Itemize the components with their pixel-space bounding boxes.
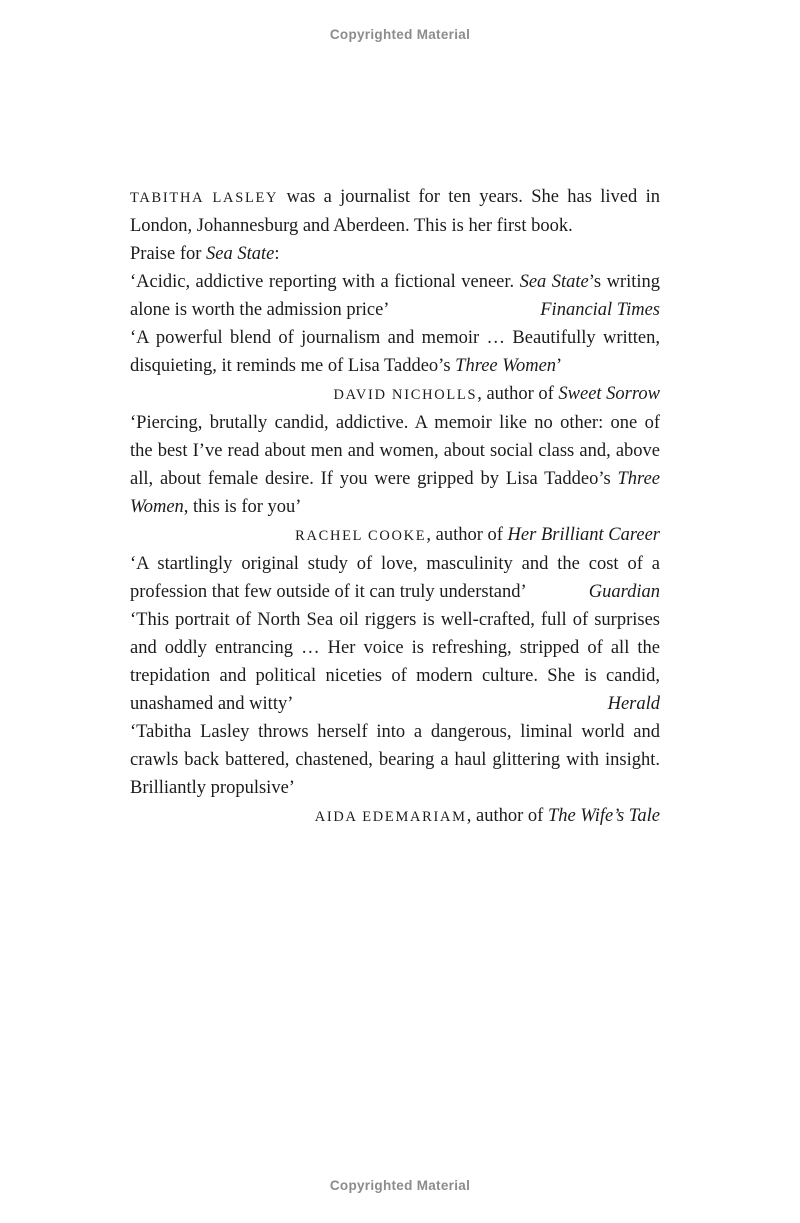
text-run: Praise for: [130, 244, 207, 264]
text-run: was a journalist for ten years. She has lived in London, Johannesburg and Aberdeen. This is her first book.: [130, 187, 660, 236]
smallcaps-text-run: TABITHA LASLEY: [130, 190, 279, 206]
italic-text-run: Herald: [607, 694, 660, 714]
italic-text-run: Guardian: [588, 582, 660, 602]
review-blurb: [130, 268, 660, 324]
text-run: , author of: [466, 806, 548, 826]
italic-text-run: Financial Times: [540, 300, 660, 320]
press-source: [608, 690, 660, 718]
text-run: ’: [556, 356, 563, 376]
text-run: ‘A powerful blend of journalism and memoir … Beautifully written, disquieting, it reminds me of Lisa Taddeo’s: [130, 328, 660, 376]
copyright-notice-top: Copyrighted Material: [329, 27, 471, 42]
review-quote: [130, 324, 660, 380]
smallcaps-text-run: DAVID NICHOLLS: [333, 387, 478, 403]
review-attribution: [130, 802, 660, 831]
italic-text-run: Three Women: [130, 469, 660, 517]
review-quote: [130, 718, 660, 802]
text-run: , this is for you’: [183, 497, 302, 517]
press-source: [589, 578, 660, 606]
review-attribution: [130, 380, 660, 409]
review-quote: [130, 268, 660, 324]
text-run: , author of: [426, 525, 508, 545]
text-run: ’s writing alone is worth the admission price’: [130, 272, 661, 320]
smallcaps-text-run: RACHEL COOKE: [295, 528, 427, 544]
text-run: , author of: [477, 384, 559, 404]
italic-text-run: Sweet Sorrow: [558, 384, 660, 404]
author-bio: [130, 183, 660, 240]
italic-text-run: Sea State: [519, 272, 589, 292]
text-run: ‘This portrait of North Sea oil riggers is well-crafted, full of surprises and oddly entrancing … Her voice is refreshing, stripped of all the trepidation and political niceties of modern culture. She is candid, unashamed and witty’: [130, 610, 660, 714]
text-run: :: [274, 244, 280, 264]
text-run: ‘Piercing, brutally candid, addictive. A memoir like no other: one of the best I’ve read about men and women, about social class and, above all, about female desire. If you were gripped by Lisa Taddeo’s: [130, 413, 660, 489]
praise-page-content: [130, 183, 660, 831]
review-blurb: [130, 718, 660, 831]
review-quote: [130, 550, 660, 606]
press-source: [540, 296, 660, 324]
italic-text-run: Her Brilliant Career: [507, 525, 660, 545]
review-blurb: [130, 409, 660, 550]
text-run: ‘Tabitha Lasley throws herself into a dangerous, liminal world and crawls back battered, chastened, bearing a haul glittering with insight. Brilliantly propulsive’: [130, 722, 660, 798]
review-blurb: [130, 606, 660, 718]
review-attribution: [130, 521, 660, 550]
text-run: ‘A startlingly original study of love, masculinity and the cost of a profession that few outside of it can truly understand’: [130, 554, 660, 602]
italic-text-run: Three Women: [455, 356, 557, 376]
copyright-notice-bottom: Copyrighted Material: [329, 1178, 471, 1193]
review-quote: [130, 606, 660, 718]
smallcaps-text-run: AIDA EDEMARIAM: [314, 809, 467, 825]
review-blurb: [130, 550, 660, 606]
text-run: ‘Acidic, addictive reporting with a fictional veneer.: [130, 272, 520, 292]
review-blurb: [130, 324, 660, 409]
praise-heading: [130, 240, 660, 268]
italic-text-run: Sea State: [206, 244, 275, 264]
review-blurb-list: [130, 268, 660, 831]
italic-text-run: The Wife’s Tale: [547, 806, 660, 826]
review-quote: [130, 409, 660, 521]
